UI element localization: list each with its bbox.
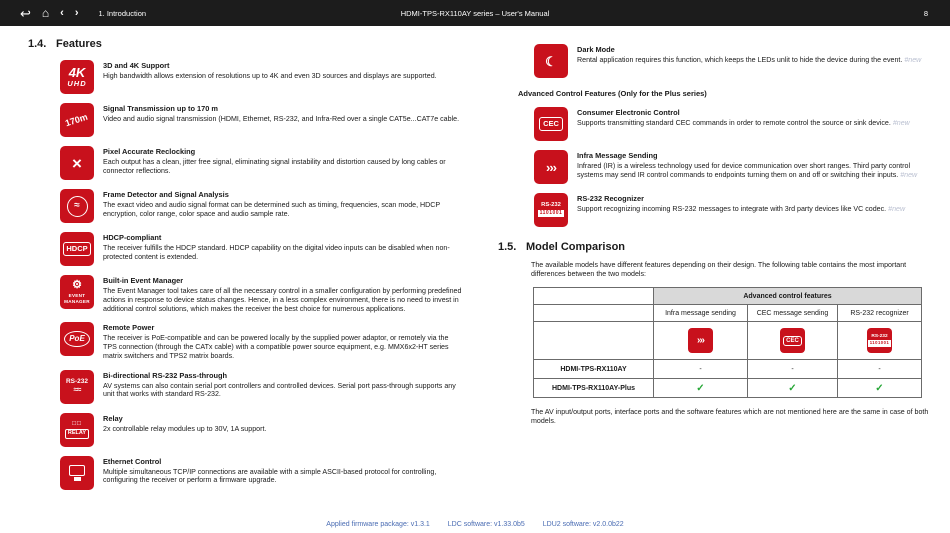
feature-item [60, 189, 464, 223]
gear-icon: ⚙ [72, 278, 82, 291]
table-value: - [748, 360, 838, 379]
feature-item [60, 146, 464, 180]
feature-title: RS-232 Recognizer [577, 194, 644, 203]
model-name: HDMI-TPS-RX110AY [534, 360, 654, 379]
cat-cable-170m-icon [60, 103, 94, 137]
feature-title: Built-in Event Manager [103, 276, 184, 285]
feature-body-text: Infrared (IR) is a wireless technology used for device communication over short ranges. Third party control systems may send IR control commands to endpoints turning them on and off or switching their inputs. [577, 162, 911, 179]
poe-icon [60, 322, 94, 356]
table-corner-cell [534, 288, 654, 305]
cec-icon [534, 107, 568, 141]
section-title: Model Comparison [526, 241, 626, 253]
icon-text: UHD [67, 79, 87, 89]
feature-body [577, 205, 934, 214]
ethernet-plug-tab [74, 477, 81, 481]
feature-body-text: Supports transmitting standard CEC commands in order to remote control the source or sink device. [577, 119, 891, 127]
feature-title: Signal Transmission up to 170 m [103, 104, 218, 113]
table-value: - [654, 360, 748, 379]
back-icon[interactable]: ↩ [20, 5, 31, 21]
feature-item [60, 275, 464, 313]
home-icon[interactable]: ⌂ [41, 6, 50, 20]
feature-title: Relay [103, 413, 123, 423]
feature-item [534, 193, 934, 227]
rs232-passthrough-icon [60, 370, 94, 404]
table-group-header: Advanced control features [654, 288, 922, 305]
new-tag: #new [892, 119, 910, 127]
feature-title: Dark Mode [577, 45, 615, 54]
column-header: RS-232 recognizer [838, 305, 922, 322]
model-comparison-intro: The available models have different features depending on their design. The following table contains the most important differences between the two models: [531, 261, 907, 279]
next-page-icon[interactable]: › [74, 6, 79, 19]
ir-waves-icon: ››› [697, 334, 704, 346]
icon-text: ≈≈ [73, 385, 81, 395]
feature-item [60, 413, 464, 447]
section-heading-features [28, 38, 464, 50]
feature-item [60, 322, 464, 360]
table-icon-cell [654, 322, 748, 360]
new-tag: #new [900, 170, 918, 179]
dark-mode-icon [534, 44, 568, 78]
event-manager-icon [60, 275, 94, 309]
pixel-reclocking-icon [60, 146, 94, 180]
model-name: HDMI-TPS-RX110AY-Plus [534, 379, 654, 398]
feature-title: Infra Message Sending [577, 151, 658, 160]
model-comparison-note: The AV input/output ports, interface ports and the software features which are not mentioned here are the same in case of both models. [531, 408, 929, 426]
feature-body: Each output has a clean, jitter free signal, eliminating signal instability and distortion caused by long cables or connector reflections. [103, 158, 446, 175]
feature-item [534, 107, 934, 141]
icon-text: × [72, 153, 82, 173]
ir-waves-icon: ››› [546, 159, 556, 175]
feature-body: The exact video and audio signal format can be determined such as timing, frequencies, scan mode, HDCP encryption, color range, color space and audio sample rate. [103, 201, 441, 218]
icon-text: RELAY [65, 429, 89, 439]
feature-item [60, 60, 464, 94]
feature-item [60, 456, 464, 490]
checkmark-icon: ✓ [654, 379, 748, 398]
feature-title: Frame Detector and Signal Analysis [103, 190, 229, 199]
feature-title: Pixel Accurate Reclocking [103, 147, 196, 156]
feature-item [60, 232, 464, 266]
rs232-recognizer-icon [867, 328, 892, 353]
column-header: CEC message sending [748, 305, 838, 322]
feature-body: The receiver fulfills the HDCP standard. HDCP capability on the digital video inputs can be disabled when non-protected content is extended. [103, 244, 450, 261]
footer-version-info [0, 521, 950, 528]
document-title: HDMI-TPS-RX110AY series – User's Manual [400, 8, 550, 18]
table-column-header-row [534, 305, 922, 322]
icon-text: EVENT MANAGER [64, 292, 90, 304]
feature-body [577, 162, 934, 180]
table-value: - [838, 360, 922, 379]
section-number: 1.5. [498, 241, 517, 253]
prev-page-icon[interactable]: ‹ [60, 6, 64, 19]
checkmark-icon: ✓ [748, 379, 838, 398]
icon-text: 1101001 [869, 340, 890, 346]
table-icon-cell [838, 322, 922, 360]
table-icon-row [534, 322, 922, 360]
infrared-icon [534, 150, 568, 184]
feature-body [577, 56, 934, 65]
right-column [498, 44, 934, 426]
infrared-icon [688, 328, 713, 353]
firmware-version: Applied firmware package: v1.3.1 [326, 521, 430, 528]
table-row [534, 360, 922, 379]
model-comparison-table [533, 287, 922, 398]
feature-body: Multiple simultaneous TCP/IP connections are available with a simple ASCII-based protocol for controlling, configuring the receiver or perform a firmware upgrade. [103, 467, 437, 485]
hdcp-icon [60, 232, 94, 266]
ldu2-version: LDU2 software: v2.0.0b22 [542, 521, 624, 528]
frame-detector-icon [60, 189, 94, 223]
feature-title: Bi-directional RS-232 Pass-through [103, 370, 228, 380]
table-group-header-row [534, 288, 922, 305]
feature-item [60, 103, 464, 137]
feature-body [577, 119, 934, 128]
feature-body-text: Rental application requires this function, which keeps the LEDs unlit to hide the device during the event. [577, 56, 903, 64]
ethernet-plug-shape [69, 465, 85, 476]
feature-body: The receiver is PoE-compatible and can be powered locally by the supplied power adaptor, or remotely via the TPS connection (through the CATx cable) with a compatible power source equipment, e.g. MMX6x2-HT series matrix switchers and TPS2 matrix boards. [103, 334, 449, 360]
rs232-recognizer-icon [534, 193, 568, 227]
feature-title: Ethernet Control [103, 456, 162, 466]
section-heading-model-comparison [498, 241, 934, 253]
icon-text: PoE [64, 331, 90, 347]
4k-uhd-icon [60, 60, 94, 94]
icon-text: ≈ [67, 196, 88, 217]
icon-text: CEC [539, 117, 563, 131]
relay-icon [60, 413, 94, 447]
table-empty-cell [534, 322, 654, 360]
checkmark-icon: ✓ [838, 379, 922, 398]
icon-text: 1101001 [539, 210, 563, 217]
feature-body: AV systems can also contain serial port controllers and controlled devices. Serial port pass-through supports any unit that works with standard RS-232. [103, 381, 456, 399]
section-title: Features [56, 38, 102, 50]
page-number: 8 [923, 8, 928, 18]
icon-text: 170m [64, 111, 90, 128]
feature-item [534, 150, 934, 184]
table-row [534, 379, 922, 398]
feature-body: Video and audio signal transmission (HDMI, Ethernet, RS-232, and Infra-Red over a single CAT5e...CAT7e cable. [103, 115, 460, 123]
feature-title: Remote Power [103, 323, 155, 333]
top-bar [0, 0, 950, 26]
new-tag: #new [904, 56, 922, 64]
table-empty-cell [534, 305, 654, 322]
feature-body: 2x controllable relay modules up to 30V, 1A support. [103, 424, 267, 433]
feature-title: HDCP-compliant [103, 233, 162, 242]
feature-title: 3D and 4K Support [103, 61, 170, 70]
left-column [28, 38, 464, 499]
new-tag: #new [888, 205, 906, 213]
moon-icon: ☾ [545, 53, 557, 69]
feature-body: The Event Manager tool takes care of all the necessary control in a smaller configuration by performing predefined actions in response to device status changes. Hence, in a less complex environment, there is no need to invest in additional control solutions, which makes the receiver the best choice for numerous applications. [103, 287, 462, 313]
ethernet-icon [60, 456, 94, 490]
breadcrumb-section: 1. Introduction [98, 8, 147, 18]
icon-text: HDCP [63, 242, 90, 256]
feature-title: Consumer Electronic Control [577, 108, 680, 117]
icon-text: 4K [68, 65, 86, 81]
feature-body-text: Support recognizing incoming RS-232 messages to integrate with 3rd party devices like VC codec. [577, 205, 887, 213]
feature-body: High bandwidth allows extension of resolutions up to 4K and even 3D sources and displays are supported. [103, 72, 437, 80]
icon-text: RS-232 [65, 377, 89, 385]
feature-item [60, 370, 464, 404]
icon-text: RS-232 [871, 333, 888, 339]
advanced-features-heading: Advanced Control Features (Only for the Plus series) [518, 89, 707, 98]
icon-text: □□ [72, 419, 82, 427]
column-header: Infra message sending [654, 305, 748, 322]
ldc-version: LDC software: v1.33.0b5 [447, 521, 525, 528]
section-number: 1.4. [28, 38, 47, 50]
icon-text: CEC [783, 336, 802, 346]
table-icon-cell [748, 322, 838, 360]
feature-item [534, 44, 934, 78]
cec-icon [780, 328, 805, 353]
icon-text: RS-232 [541, 201, 561, 208]
